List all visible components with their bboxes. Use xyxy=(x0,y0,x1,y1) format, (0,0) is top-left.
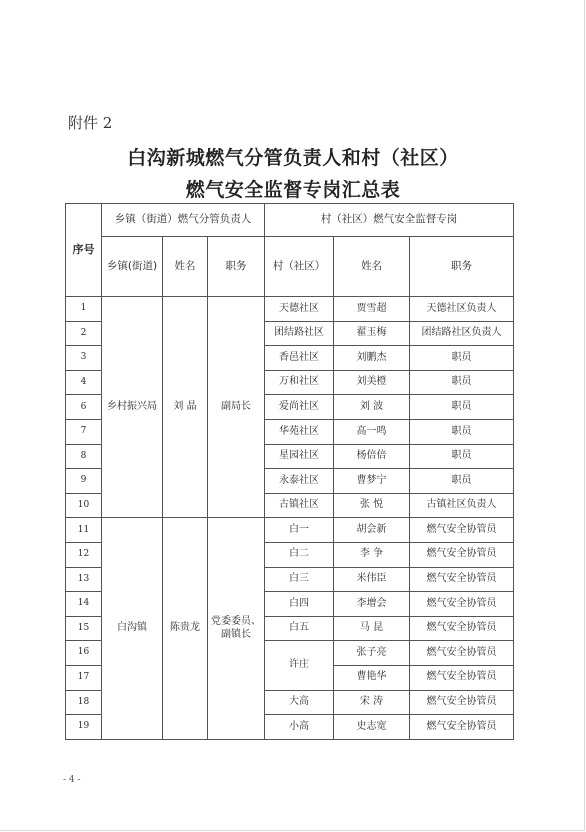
position-cell: 燃气安全协管员 xyxy=(410,616,514,641)
village-cell: 白一 xyxy=(265,518,334,543)
header-row-1 xyxy=(66,204,514,237)
village-cell: 大高 xyxy=(265,690,334,715)
header-village-name: 姓名 xyxy=(334,237,410,297)
position-cell: 燃气安全协管员 xyxy=(410,518,514,543)
village-cell: 香邑社区 xyxy=(265,346,334,371)
seq-cell: 11 xyxy=(66,518,102,543)
leader-position-cell: 党委委员、副镇长 xyxy=(208,518,265,739)
town-cell: 乡村振兴局 xyxy=(102,297,163,518)
position-cell: 古镇社区负责人 xyxy=(410,493,514,518)
village-cell: 白四 xyxy=(265,592,334,617)
document-title-line-1: 白沟新城燃气分管负责人和村（社区） xyxy=(127,147,459,169)
position-cell: 团结路社区负责人 xyxy=(410,321,514,346)
name-cell: 李 争 xyxy=(334,542,410,567)
document-title-line-2: 燃气安全监督专岗汇总表 xyxy=(185,179,401,201)
header-position: 职务 xyxy=(208,237,265,297)
position-cell: 燃气安全协管员 xyxy=(410,641,514,666)
header-name: 姓名 xyxy=(163,237,208,297)
village-cell: 天德社区 xyxy=(265,297,334,322)
position-cell: 职员 xyxy=(410,370,514,395)
village-cell: 古镇社区 xyxy=(265,493,334,518)
position-cell: 燃气安全协管员 xyxy=(410,542,514,567)
header-village: 村（社区） xyxy=(265,237,334,297)
seq-cell: 3 xyxy=(66,346,102,371)
name-cell: 刘 波 xyxy=(334,395,410,420)
position-cell: 职员 xyxy=(410,346,514,371)
position-cell: 职员 xyxy=(410,419,514,444)
header-seq: 序号 xyxy=(66,204,102,297)
town-cell: 白沟镇 xyxy=(102,518,163,739)
village-cell: 万和社区 xyxy=(265,370,334,395)
village-cell: 永泰社区 xyxy=(265,469,334,494)
name-cell: 贾雪超 xyxy=(334,297,410,322)
seq-cell: 17 xyxy=(66,665,102,690)
village-cell: 华苑社区 xyxy=(265,419,334,444)
position-cell: 燃气安全协管员 xyxy=(410,690,514,715)
name-cell: 张子亮 xyxy=(334,641,410,666)
seq-cell: 12 xyxy=(66,542,102,567)
seq-cell: 15 xyxy=(66,616,102,641)
name-cell: 胡会新 xyxy=(334,518,410,543)
header-town-group: 乡镇（街道）燃气分管负责人 xyxy=(102,204,265,237)
header-village-group: 村（社区）燃气安全监督专岗 xyxy=(265,204,514,237)
name-cell: 马 昆 xyxy=(334,616,410,641)
table-row xyxy=(66,297,514,322)
seq-cell: 19 xyxy=(66,715,102,740)
village-cell: 白五 xyxy=(265,616,334,641)
position-cell: 职员 xyxy=(410,395,514,420)
seq-cell: 16 xyxy=(66,641,102,666)
village-cell: 白三 xyxy=(265,567,334,592)
seq-cell: 7 xyxy=(66,419,102,444)
page-number: - 4 - xyxy=(63,775,81,785)
position-cell: 燃气安全协管员 xyxy=(410,715,514,740)
name-cell: 翟玉梅 xyxy=(334,321,410,346)
seq-cell: 13 xyxy=(66,567,102,592)
leader-position-cell: 副局长 xyxy=(208,297,265,518)
position-cell: 职员 xyxy=(410,444,514,469)
village-cell: 小高 xyxy=(265,715,334,740)
header-town: 乡镇(街道) xyxy=(102,237,163,297)
village-cell: 团结路社区 xyxy=(265,321,334,346)
name-cell: 曹梦宁 xyxy=(334,469,410,494)
name-cell: 曹艳华 xyxy=(334,665,410,690)
village-cell: 星园社区 xyxy=(265,444,334,469)
seq-cell: 4 xyxy=(66,370,102,395)
leader-name-cell: 刘 晶 xyxy=(163,297,208,518)
name-cell: 李增会 xyxy=(334,592,410,617)
seq-cell: 14 xyxy=(66,592,102,617)
header-row-2 xyxy=(66,237,514,297)
seq-cell: 9 xyxy=(66,469,102,494)
name-cell: 张 悦 xyxy=(334,493,410,518)
name-cell: 米伟臣 xyxy=(334,567,410,592)
position-cell: 燃气安全协管员 xyxy=(410,567,514,592)
seq-cell: 10 xyxy=(66,493,102,518)
position-cell: 天德社区负责人 xyxy=(410,297,514,322)
seq-cell: 2 xyxy=(66,321,102,346)
seq-cell: 8 xyxy=(66,444,102,469)
attachment-label: 附件 2 xyxy=(68,114,113,132)
seq-cell: 6 xyxy=(66,395,102,420)
table-row xyxy=(66,518,514,543)
summary-table xyxy=(65,203,514,740)
name-cell: 刘美橙 xyxy=(334,370,410,395)
name-cell: 刘鹏杰 xyxy=(334,346,410,371)
name-cell: 史志宽 xyxy=(334,715,410,740)
seq-cell: 1 xyxy=(66,297,102,322)
village-cell: 白二 xyxy=(265,542,334,567)
position-cell: 职员 xyxy=(410,469,514,494)
leader-name-cell: 陈贵龙 xyxy=(163,518,208,739)
header-village-position: 职务 xyxy=(410,237,514,297)
position-cell: 燃气安全协管员 xyxy=(410,665,514,690)
name-cell: 杨倍倍 xyxy=(334,444,410,469)
position-cell: 燃气安全协管员 xyxy=(410,592,514,617)
seq-cell: 18 xyxy=(66,690,102,715)
name-cell: 宋 涛 xyxy=(334,690,410,715)
village-cell: 爱尚社区 xyxy=(265,395,334,420)
name-cell: 高一鸣 xyxy=(334,419,410,444)
village-cell: 许庄 xyxy=(265,641,334,690)
